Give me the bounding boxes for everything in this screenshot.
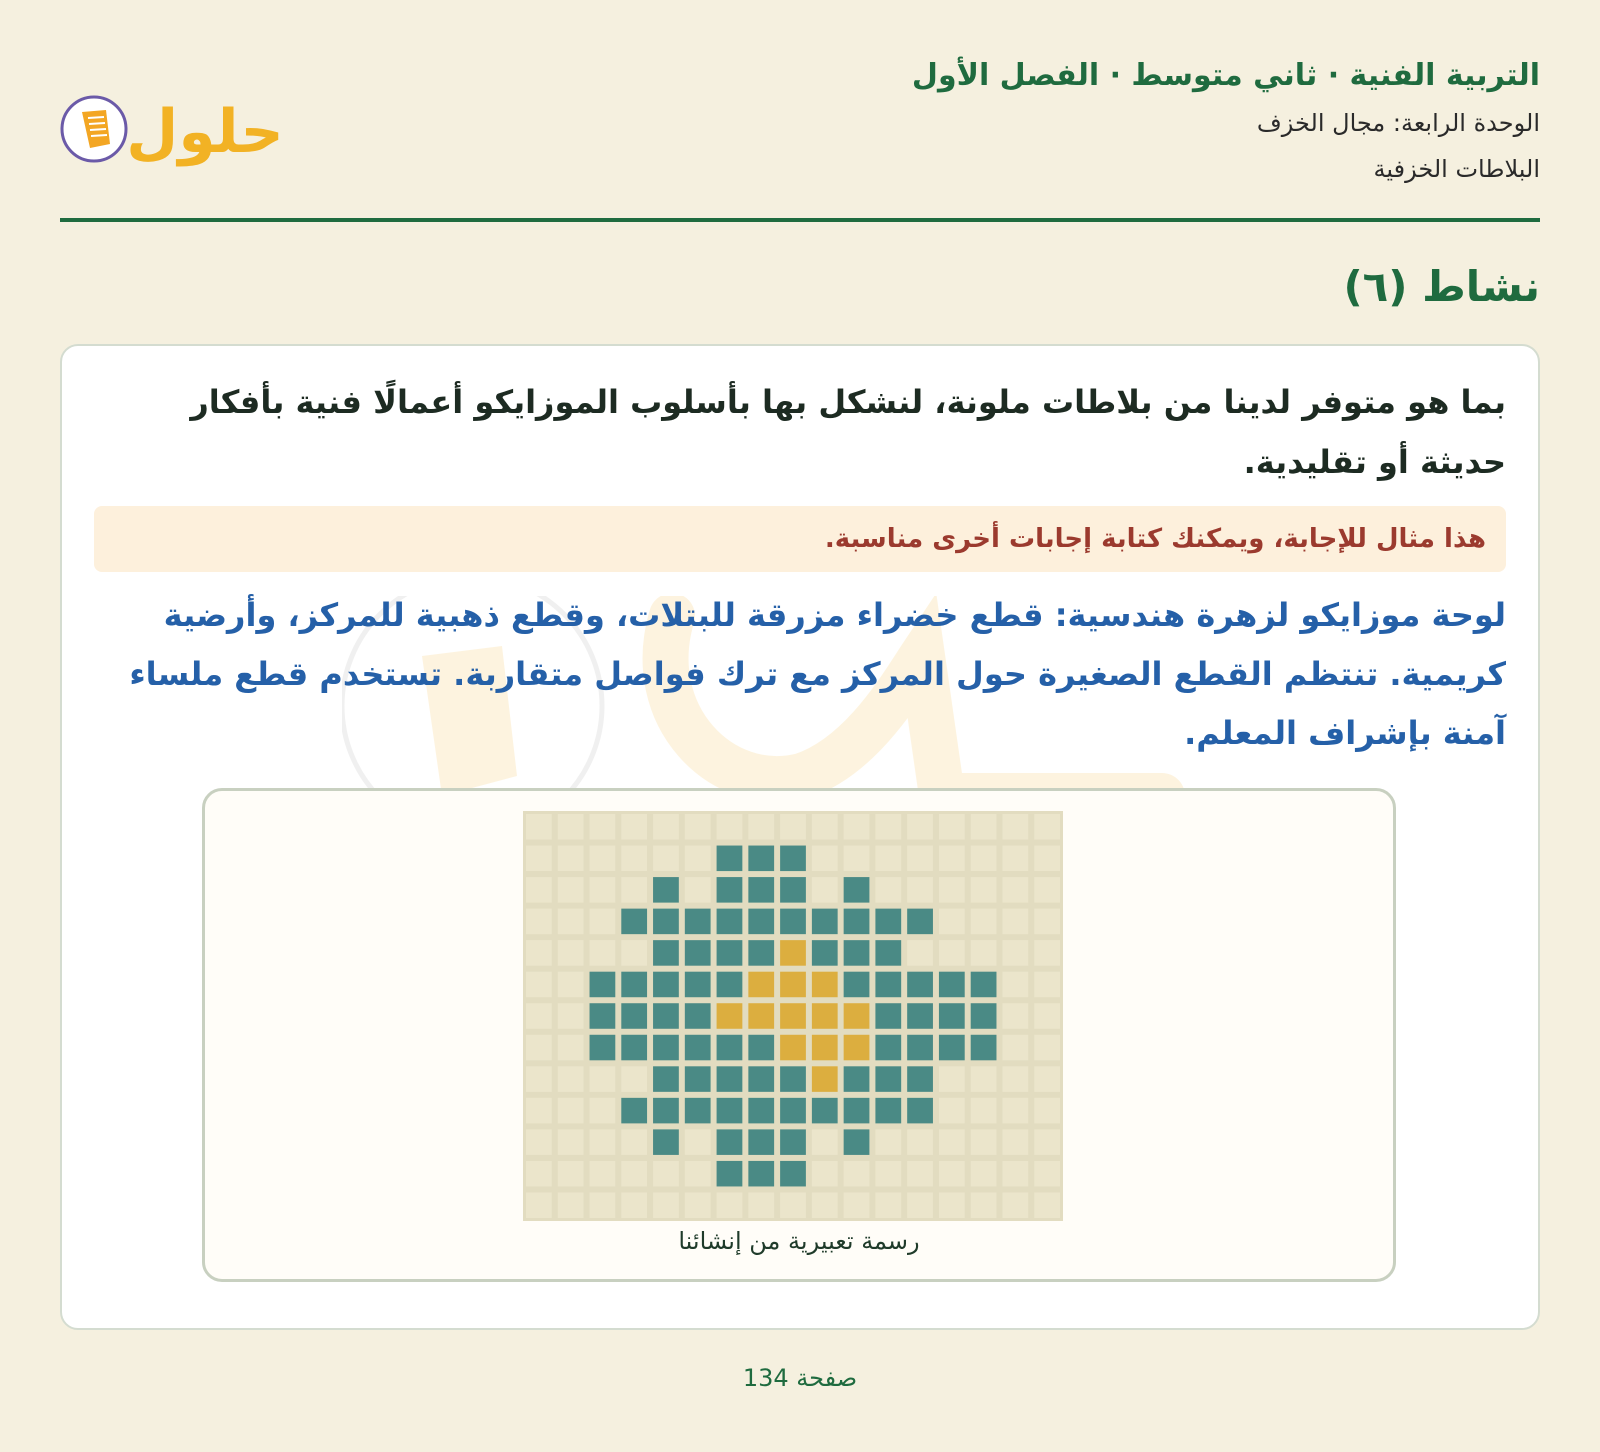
empty-tile [685,846,711,872]
empty-tile [971,1066,997,1092]
petal-tile [685,909,711,935]
empty-tile [558,1129,584,1155]
empty-tile [526,877,552,903]
petal-tile [590,1035,616,1061]
empty-tile [939,909,965,935]
empty-tile [558,1098,584,1124]
petal-tile [653,1098,679,1124]
empty-tile [653,846,679,872]
petal-tile [621,909,647,935]
empty-tile [875,814,901,840]
petal-tile [907,1066,933,1092]
figure-caption: رسمة تعبيرية من إنشائنا [678,1227,920,1255]
petal-tile [844,909,870,935]
petal-tile [685,1098,711,1124]
empty-tile [621,814,647,840]
petal-tile [780,1129,806,1155]
petal-tile [621,1003,647,1029]
empty-tile [558,1003,584,1029]
petal-tile [717,1129,743,1155]
petal-tile [748,909,774,935]
empty-tile [971,1161,997,1187]
empty-tile [1034,1035,1060,1061]
page-header [60,52,1540,222]
petal-tile [780,1098,806,1124]
empty-tile [780,814,806,840]
empty-tile [653,1192,679,1218]
empty-tile [907,940,933,966]
empty-tile [653,1161,679,1187]
empty-tile [875,1129,901,1155]
empty-tile [685,814,711,840]
empty-tile [685,877,711,903]
empty-tile [939,877,965,903]
empty-tile [812,1161,838,1187]
empty-tile [1002,1129,1028,1155]
empty-tile [685,1129,711,1155]
empty-tile [1034,1192,1060,1218]
empty-tile [558,877,584,903]
empty-tile [526,846,552,872]
activity-answer: لوحة موزايكو لزهرة هندسية: قطع خضراء مزرقة للبتلات، وقطع ذهبية للمركز، وأرضية كريمية. تنتظم القطع الصغيرة حول المركز مع ترك فواصل متقاربة. تستخدم قطع ملساء آمنة بإشراف المعلم. [129,596,1506,752]
petal-tile [875,972,901,998]
petal-tile [844,1129,870,1155]
empty-tile [526,1098,552,1124]
empty-tile [590,1161,616,1187]
petal-tile [685,972,711,998]
empty-tile [621,940,647,966]
petal-tile [875,909,901,935]
empty-tile [590,940,616,966]
empty-tile [1034,909,1060,935]
petal-tile [939,972,965,998]
center-tile [812,972,838,998]
empty-tile [939,846,965,872]
empty-tile [526,1129,552,1155]
empty-tile [1034,846,1060,872]
petal-tile [844,1066,870,1092]
empty-tile [971,846,997,872]
empty-tile [1034,1003,1060,1029]
mosaic-figure [202,788,1396,1282]
empty-tile [1034,877,1060,903]
empty-tile [526,1192,552,1218]
center-tile [748,972,774,998]
empty-tile [812,877,838,903]
empty-tile [844,814,870,840]
empty-tile [590,814,616,840]
lesson-title: البلاطات الخزفية [1373,155,1540,183]
center-tile [717,1003,743,1029]
petal-tile [653,1066,679,1092]
petal-tile [780,877,806,903]
petal-tile [907,1003,933,1029]
empty-tile [621,877,647,903]
empty-tile [971,940,997,966]
empty-tile [1002,1066,1028,1092]
empty-tile [1034,1129,1060,1155]
empty-tile [621,1161,647,1187]
petal-tile [717,1035,743,1061]
empty-tile [590,877,616,903]
petal-tile [748,1066,774,1092]
petal-tile [653,877,679,903]
petal-tile [653,972,679,998]
petal-tile [907,1098,933,1124]
petal-tile [780,846,806,872]
empty-tile [1002,1192,1028,1218]
petal-tile [621,972,647,998]
empty-tile [1002,1035,1028,1061]
petal-tile [717,909,743,935]
empty-tile [748,814,774,840]
petal-tile [621,1098,647,1124]
empty-tile [939,940,965,966]
empty-tile [558,909,584,935]
center-tile [780,972,806,998]
empty-tile [939,1129,965,1155]
center-tile [812,1003,838,1029]
center-tile [812,1066,838,1092]
petal-tile [812,940,838,966]
page-number: صفحة 134 [742,1364,858,1392]
petal-tile [907,909,933,935]
petal-tile [748,1098,774,1124]
empty-tile [971,909,997,935]
activity-question: بما هو متوفر لدينا من بلاطات ملونة، لنشكل بها بأسلوب الموزايكو أعمالًا فنية بأفكار حديثة أو تقليدية. [190,383,1506,481]
empty-tile [590,909,616,935]
empty-tile [621,1129,647,1155]
empty-tile [653,814,679,840]
center-tile [812,1035,838,1061]
empty-tile [939,1066,965,1092]
petal-tile [812,1098,838,1124]
empty-tile [907,846,933,872]
petal-tile [748,940,774,966]
empty-tile [685,1161,711,1187]
empty-tile [971,877,997,903]
petal-tile [748,846,774,872]
empty-tile [1034,1098,1060,1124]
petal-tile [717,1066,743,1092]
petal-tile [875,1035,901,1061]
empty-tile [1002,972,1028,998]
center-tile [748,1003,774,1029]
empty-tile [971,1192,997,1218]
center-tile [844,1035,870,1061]
empty-tile [590,1192,616,1218]
empty-tile [907,814,933,840]
petal-tile [907,1035,933,1061]
petal-tile [717,1098,743,1124]
empty-tile [812,846,838,872]
empty-tile [621,1066,647,1092]
empty-tile [875,846,901,872]
empty-tile [1002,940,1028,966]
petal-tile [875,1098,901,1124]
empty-tile [717,1192,743,1218]
petal-tile [653,1129,679,1155]
empty-tile [1002,1161,1028,1187]
petal-tile [717,940,743,966]
empty-tile [907,1192,933,1218]
logo-text: حلول [126,97,284,167]
petal-tile [653,940,679,966]
empty-tile [558,1035,584,1061]
empty-tile [1034,814,1060,840]
subject-title: التربية الفنية · ثاني متوسط · الفصل الأول [911,58,1540,93]
empty-tile [1034,972,1060,998]
empty-tile [558,1192,584,1218]
empty-tile [780,1192,806,1218]
activity-title: نشاط (٦) [1343,262,1540,311]
petal-tile [717,846,743,872]
empty-tile [558,1161,584,1187]
empty-tile [1034,940,1060,966]
center-tile [844,1003,870,1029]
petal-tile [780,1161,806,1187]
empty-tile [812,1192,838,1218]
petal-tile [685,1035,711,1061]
empty-tile [939,1098,965,1124]
empty-tile [907,1161,933,1187]
center-tile [780,940,806,966]
petal-tile [844,940,870,966]
empty-tile [685,1192,711,1218]
petal-tile [685,940,711,966]
center-tile [780,1003,806,1029]
hulul-logo [60,82,290,172]
petal-tile [653,909,679,935]
petal-tile [780,909,806,935]
petal-tile [653,1035,679,1061]
empty-tile [526,814,552,840]
petal-tile [939,1035,965,1061]
petal-tile [590,1003,616,1029]
empty-tile [1002,1098,1028,1124]
empty-tile [558,940,584,966]
petal-tile [748,1035,774,1061]
petal-tile [748,877,774,903]
empty-tile [621,1192,647,1218]
petal-tile [939,1003,965,1029]
example-note: هذا مثال للإجابة، ويمكنك كتابة إجابات أخرى مناسبة. [94,506,1506,572]
empty-tile [939,1161,965,1187]
empty-tile [1002,909,1028,935]
empty-tile [748,1192,774,1218]
empty-tile [971,1129,997,1155]
empty-tile [1034,1161,1060,1187]
empty-tile [590,1098,616,1124]
empty-tile [526,1161,552,1187]
empty-tile [558,972,584,998]
empty-tile [844,846,870,872]
empty-tile [971,1098,997,1124]
empty-tile [558,814,584,840]
empty-tile [1002,877,1028,903]
petal-tile [812,909,838,935]
petal-tile [844,877,870,903]
petal-tile [875,1003,901,1029]
empty-tile [1002,1003,1028,1029]
empty-tile [1034,1066,1060,1092]
empty-tile [1002,846,1028,872]
petal-tile [685,1003,711,1029]
petal-tile [971,1003,997,1029]
petal-tile [717,1161,743,1187]
activity-card [60,344,1540,1330]
empty-tile [526,909,552,935]
petal-tile [717,972,743,998]
empty-tile [875,1161,901,1187]
petal-tile [748,1129,774,1155]
unit-title: الوحدة الرابعة: مجال الخزف [1256,109,1540,137]
empty-tile [907,877,933,903]
petal-tile [748,1161,774,1187]
empty-tile [812,1129,838,1155]
empty-tile [812,814,838,840]
empty-tile [590,1129,616,1155]
petal-tile [717,877,743,903]
mosaic-grid [523,811,1063,1221]
petal-tile [875,940,901,966]
petal-tile [621,1035,647,1061]
empty-tile [558,846,584,872]
center-tile [780,1035,806,1061]
petal-tile [590,972,616,998]
petal-tile [971,1035,997,1061]
empty-tile [844,1161,870,1187]
empty-tile [907,1129,933,1155]
empty-tile [526,940,552,966]
empty-tile [717,814,743,840]
header-divider [60,218,1540,222]
empty-tile [526,1003,552,1029]
empty-tile [590,1066,616,1092]
empty-tile [971,814,997,840]
empty-tile [526,1035,552,1061]
petal-tile [907,972,933,998]
empty-tile [875,877,901,903]
empty-tile [590,846,616,872]
petal-tile [844,1098,870,1124]
empty-tile [875,1192,901,1218]
empty-tile [939,814,965,840]
empty-tile [526,1066,552,1092]
petal-tile [971,972,997,998]
petal-tile [653,1003,679,1029]
petal-tile [685,1066,711,1092]
empty-tile [526,972,552,998]
petal-tile [875,1066,901,1092]
empty-tile [1002,814,1028,840]
petal-tile [780,1066,806,1092]
empty-tile [844,1192,870,1218]
empty-tile [621,846,647,872]
empty-tile [558,1066,584,1092]
petal-tile [844,972,870,998]
empty-tile [939,1192,965,1218]
